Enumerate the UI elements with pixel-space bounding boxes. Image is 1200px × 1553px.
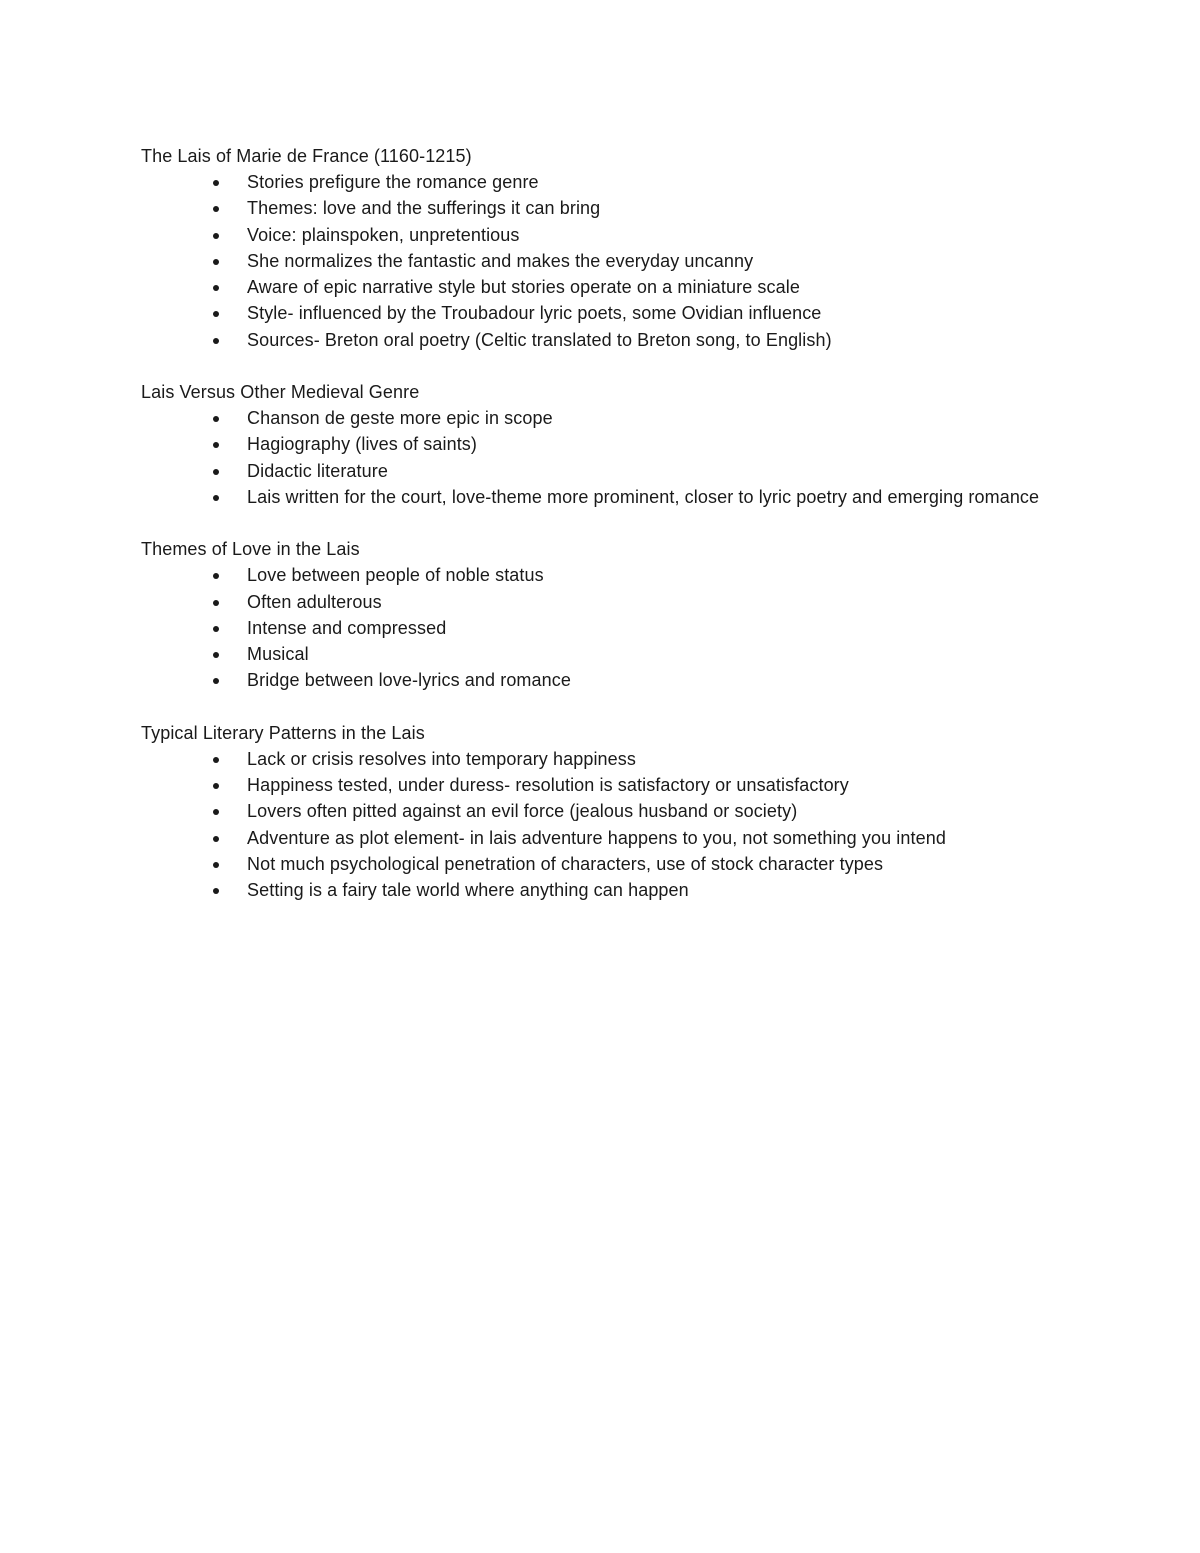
bullet-icon [213, 259, 219, 265]
bullet-list [141, 746, 1061, 904]
list-item [141, 274, 1061, 300]
bullet-icon [213, 888, 219, 894]
list-item [141, 615, 1061, 641]
list-item [141, 667, 1061, 693]
list-item-text: Musical [247, 644, 309, 665]
list-item [141, 851, 1061, 877]
list-item [141, 248, 1061, 274]
bullet-icon [213, 338, 219, 344]
bullet-icon [213, 180, 219, 186]
list-item-text: Happiness tested, under duress- resolution is satisfactory or unsatisfactory [247, 775, 849, 796]
list-item [141, 300, 1061, 326]
section-heading: Typical Literary Patterns in the Lais [141, 722, 425, 743]
list-item [141, 772, 1061, 798]
list-item-text: Bridge between love-lyrics and romance [247, 670, 571, 691]
list-item-text: Not much psychological penetration of characters, use of stock character types [247, 853, 884, 874]
bullet-icon [213, 469, 219, 475]
list-item [141, 746, 1061, 772]
list-item [141, 825, 1061, 851]
list-item-text: Adventure as plot element- in lais adventure happens to you, not something you intend [247, 827, 946, 848]
section-lais-vs-genre [141, 379, 1061, 510]
bullet-icon [213, 757, 219, 763]
list-item-text: Style- influenced by the Troubadour lyric poets, some Ovidian influence [247, 303, 822, 324]
list-item [141, 589, 1061, 615]
list-item [141, 431, 1061, 457]
section-heading: Themes of Love in the Lais [141, 539, 360, 560]
bullet-icon [213, 416, 219, 422]
section-literary-patterns [141, 720, 1061, 904]
list-item-text: Sources- Breton oral poetry (Celtic translated to Breton song, to English) [247, 329, 832, 350]
list-item-text: She normalizes the fantastic and makes the everyday uncanny [247, 250, 754, 271]
list-item-text: Hagiography (lives of saints) [247, 434, 478, 455]
section-heading: The Lais of Marie de France (1160-1215) [141, 146, 472, 166]
bullet-icon [213, 285, 219, 291]
bullet-icon [213, 678, 219, 684]
list-item [141, 641, 1061, 667]
list-item [141, 484, 1061, 510]
bullet-list [141, 169, 1061, 353]
bullet-icon [213, 311, 219, 317]
list-item-text: Chanson de geste more epic in scope [247, 408, 553, 429]
list-item-text: Stories prefigure the romance genre [247, 172, 539, 192]
section-heading: Lais Versus Other Medieval Genre [141, 382, 420, 403]
list-item-text: Love between people of noble status [247, 565, 544, 586]
list-item [141, 458, 1061, 484]
list-item [141, 562, 1061, 588]
section-marie-de-france [141, 143, 1061, 353]
list-item [141, 327, 1061, 353]
bullet-icon [213, 600, 219, 606]
list-item [141, 195, 1061, 221]
list-item-text: Often adulterous [247, 591, 382, 612]
bullet-icon [213, 442, 219, 448]
bullet-icon [213, 626, 219, 632]
list-item [141, 222, 1061, 248]
list-item-text: Voice: plainspoken, unpretentious [247, 224, 520, 245]
section-themes-of-love [141, 536, 1061, 693]
list-item-text: Lais written for the court, love-theme more prominent, closer to lyric poetry and emerging romance [247, 486, 1040, 507]
list-item-text: Intense and compressed [247, 617, 447, 638]
list-item [141, 169, 1061, 195]
bullet-icon [213, 573, 219, 579]
list-item-text: Themes: love and the sufferings it can bring [247, 198, 601, 219]
list-item-text: Didactic literature [247, 460, 388, 481]
bullet-icon [213, 206, 219, 212]
document-content [141, 143, 1061, 930]
bullet-list [141, 405, 1061, 510]
list-item [141, 798, 1061, 824]
list-item [141, 877, 1061, 903]
bullet-icon [213, 495, 219, 501]
list-item-text: Lack or crisis resolves into temporary happiness [247, 748, 636, 769]
list-item-text: Setting is a fairy tale world where anything can happen [247, 880, 689, 901]
bullet-icon [213, 652, 219, 658]
list-item-text: Aware of epic narrative style but stories operate on a miniature scale [247, 277, 800, 298]
bullet-icon [213, 783, 219, 789]
bullet-icon [213, 233, 219, 239]
list-item [141, 405, 1061, 431]
bullet-icon [213, 862, 219, 868]
list-item-text: Lovers often pitted against an evil force (jealous husband or society) [247, 801, 798, 822]
bullet-icon [213, 809, 219, 815]
bullet-list [141, 562, 1061, 693]
bullet-icon [213, 836, 219, 842]
